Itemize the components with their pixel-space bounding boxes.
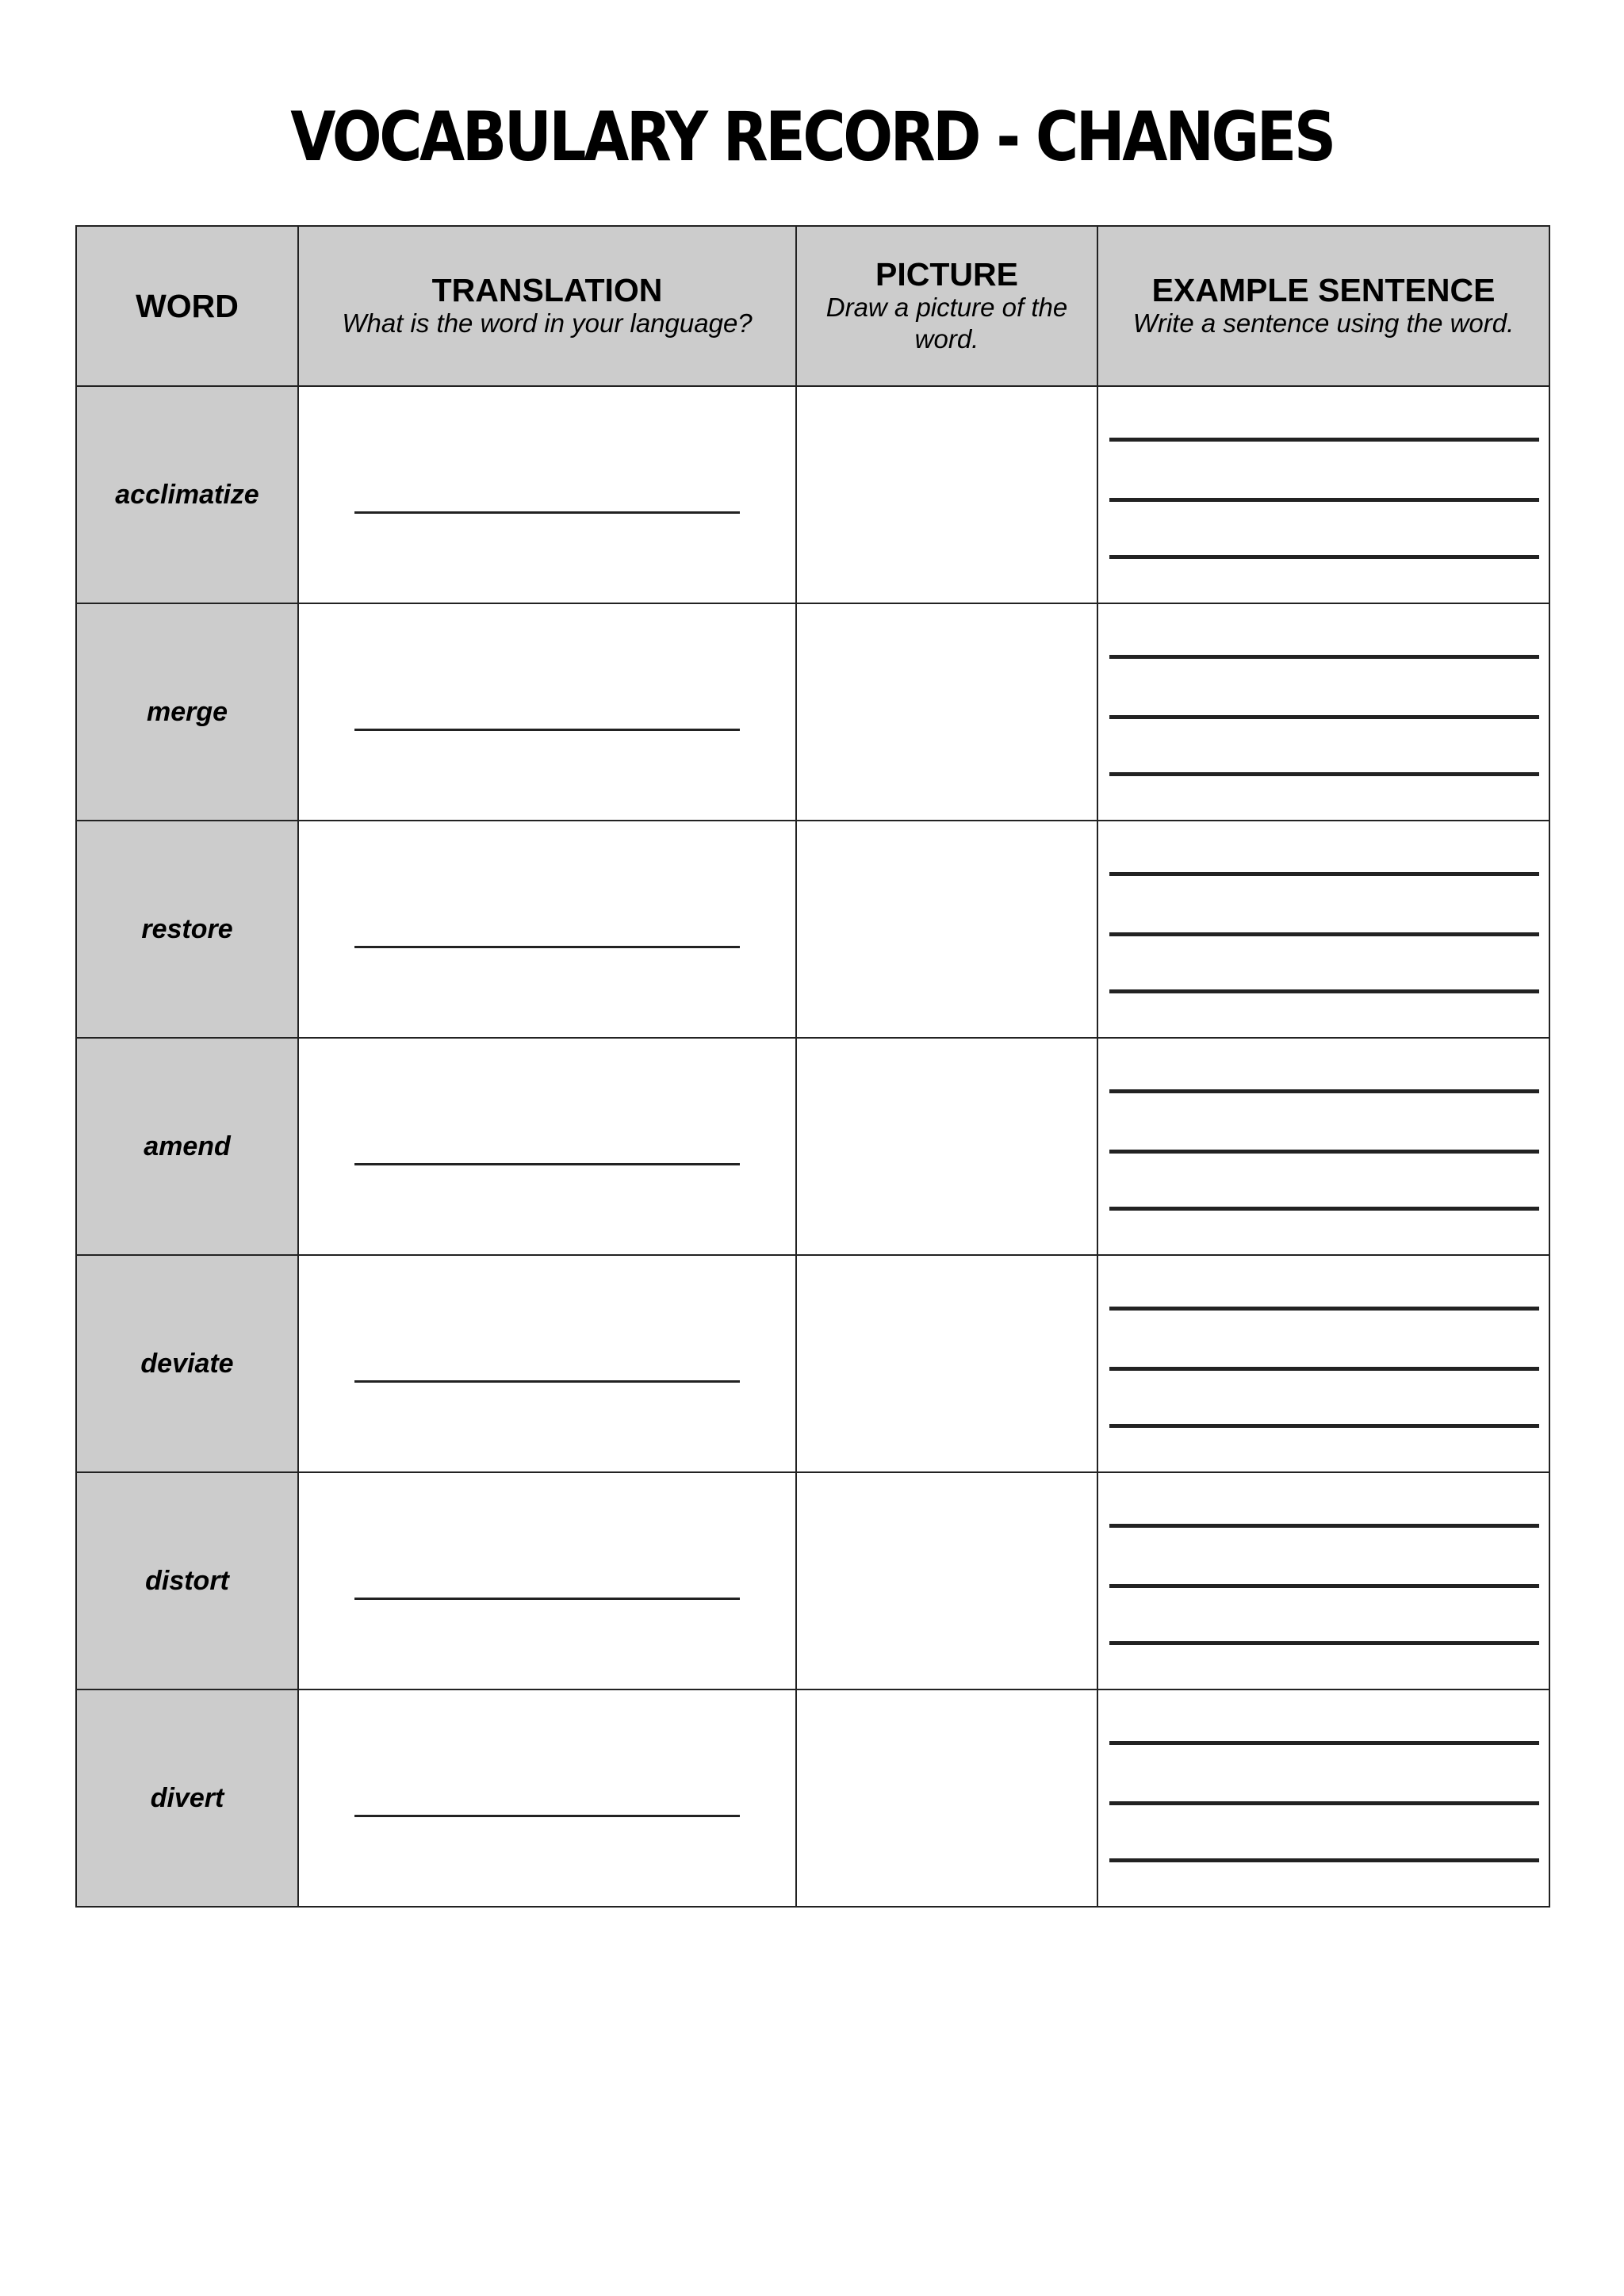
example-write-line[interactable] [1109,1367,1539,1371]
picture-drawing-box[interactable] [796,1472,1097,1689]
header-translation-subtitle: What is the word in your language? [342,308,753,338]
translation-cell [298,603,796,821]
page-title: VOCABULARY RECORD - CHANGES [290,98,1334,177]
example-sentence-cell [1097,1038,1549,1255]
picture-drawing-box[interactable] [796,1255,1097,1472]
header-example-title: EXAMPLE SENTENCE [1151,272,1496,308]
example-write-line[interactable] [1109,1584,1539,1588]
example-sentence-cell [1097,386,1549,603]
picture-drawing-box[interactable] [796,821,1097,1038]
example-sentence-cell [1097,1689,1549,1907]
table-row [76,1472,1549,1689]
example-write-line[interactable] [1109,1741,1539,1745]
translation-write-line[interactable] [354,729,740,731]
word-cell [76,386,298,603]
example-write-line[interactable] [1109,715,1539,719]
header-word-title: WORD [136,288,239,324]
word-cell [76,1038,298,1255]
example-sentence-cell [1097,821,1549,1038]
translation-write-line[interactable] [354,1380,740,1383]
vocabulary-word: distort [145,1565,229,1596]
word-cell [76,1472,298,1689]
example-write-line[interactable] [1109,932,1539,936]
example-write-line[interactable] [1109,1307,1539,1311]
table-row [76,1038,1549,1255]
word-cell [76,821,298,1038]
example-sentence-cell [1097,603,1549,821]
example-write-line[interactable] [1109,872,1539,876]
picture-drawing-box[interactable] [796,386,1097,603]
translation-cell [298,1689,796,1907]
picture-drawing-box[interactable] [796,1038,1097,1255]
example-sentence-cell [1097,1255,1549,1472]
vocabulary-word: acclimatize [115,479,259,510]
header-example-subtitle: Write a sentence using the word. [1132,308,1515,338]
header-word [76,226,298,386]
header-picture-subtitle: Draw a picture of the word. [825,293,1068,354]
header-translation-title: TRANSLATION [431,272,663,308]
table-row [76,821,1549,1038]
example-write-line[interactable] [1109,1207,1539,1211]
example-write-line[interactable] [1109,1641,1539,1645]
translation-cell [298,1472,796,1689]
example-write-line[interactable] [1109,772,1539,776]
example-sentence-cell [1097,1472,1549,1689]
word-cell [76,603,298,821]
vocabulary-word: amend [144,1131,231,1161]
example-write-line[interactable] [1109,1150,1539,1154]
word-cell [76,1255,298,1472]
translation-write-line[interactable] [354,1163,740,1165]
example-write-line[interactable] [1109,655,1539,659]
translation-write-line[interactable] [354,511,740,514]
translation-cell [298,386,796,603]
example-write-line[interactable] [1109,1424,1539,1428]
example-write-line[interactable] [1109,498,1539,502]
table-row [76,386,1549,603]
table-row [76,1255,1549,1472]
translation-write-line[interactable] [354,946,740,948]
table-row [76,1689,1549,1907]
example-write-line[interactable] [1109,555,1539,559]
example-write-line[interactable] [1109,1524,1539,1528]
picture-drawing-box[interactable] [796,1689,1097,1907]
translation-write-line[interactable] [354,1598,740,1600]
translation-cell [298,821,796,1038]
header-picture-title: PICTURE [875,256,1018,293]
vocabulary-word: deviate [140,1348,234,1379]
picture-drawing-box[interactable] [796,603,1097,821]
example-write-line[interactable] [1109,1089,1539,1093]
vocabulary-word: restore [141,913,233,944]
table-body [76,386,1549,1907]
table-header-row [76,226,1549,386]
header-translation [298,226,796,386]
table-row [76,603,1549,821]
vocabulary-table [75,225,1550,1908]
translation-write-line[interactable] [354,1815,740,1817]
header-example [1097,226,1549,386]
translation-cell [298,1255,796,1472]
example-write-line[interactable] [1109,989,1539,993]
translation-cell [298,1038,796,1255]
example-write-line[interactable] [1109,1858,1539,1862]
example-write-line[interactable] [1109,1801,1539,1805]
vocabulary-word: merge [146,696,228,727]
example-write-line[interactable] [1109,438,1539,442]
vocabulary-word: divert [150,1782,224,1813]
header-picture [796,226,1097,386]
word-cell [76,1689,298,1907]
